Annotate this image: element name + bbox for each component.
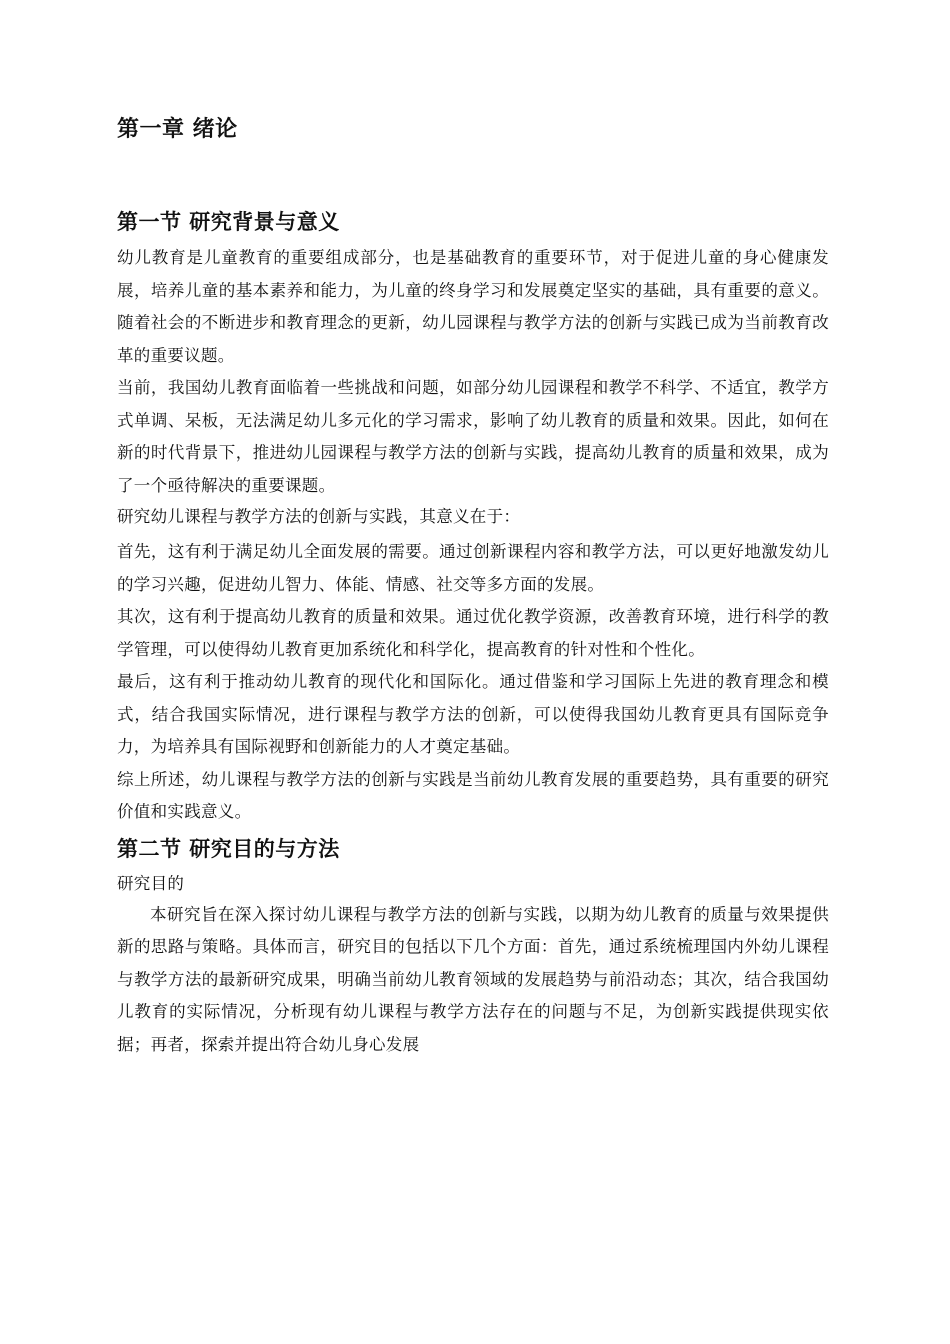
section-2-subheading: 研究目的 [117, 873, 185, 893]
section-1-title: 第一节 研究背景与意义 [117, 210, 340, 234]
chapter-title: 第一章 绪论 [117, 117, 238, 142]
section-1-paragraph-2: 当前，我国幼儿教育面临着一些挑战和问题，如部分幼儿园课程和教学不科学、不适宜，教学方式单调、呆板，无法满足幼儿多元化的学习需求，影响了幼儿教育的质量和效果。因此，如何在新的时代背景下，推进幼儿园课程与教学方法的创新与实践，提高幼儿教育的质量和效果，成为了一个亟待解决的重要课题。 [117, 378, 829, 495]
section-1-paragraph-6: 最后，这有利于推动幼儿教育的现代化和国际化。通过借鉴和学习国际上先进的教育理念和模式，结合我国实际情况，进行课程与教学方法的创新，可以使得我国幼儿教育更具有国际竞争力，为培养具有国际视野和创新能力的人才奠定基础。 [117, 672, 829, 756]
section-1-paragraph-1: 幼儿教育是儿童教育的重要组成部分，也是基础教育的重要环节，对于促进儿童的身心健康发展，培养儿童的基本素养和能力，为儿童的终身学习和发展奠定坚实的基础，具有重要的意义。随着社会的不断进步和教育理念的更新，幼儿园课程与教学方法的创新与实践已成为当前教育改革的重要议题。 [117, 248, 829, 365]
page-content [117, 108, 829, 1061]
section-1-paragraph-4: 首先，这有利于满足幼儿全面发展的需要。通过创新课程内容和教学方法，可以更好地激发幼儿的学习兴趣，促进幼儿智力、体能、情感、社交等多方面的发展。 [117, 542, 829, 594]
section-2-paragraph: 本研究旨在深入探讨幼儿课程与教学方法的创新与实践，以期为幼儿教育的质量与效果提供新的思路与策略。具体而言，研究目的包括以下几个方面：首先，通过系统梳理国内外幼儿课程与教学方法的最新研究成果，明确当前幼儿教育领域的发展趋势与前沿动态；其次，结合我国幼儿教育的实际情况，分析现有幼儿课程与教学方法存在的问题与不足，为创新实践提供现实依据；再者，探索并提出符合幼儿身心发展 [117, 904, 829, 1054]
section-1-paragraph-7: 综上所述，幼儿课程与教学方法的创新与实践是当前幼儿教育发展的重要趋势，具有重要的研究价值和实践意义。 [117, 769, 829, 821]
section-1-paragraph-3: 研究幼儿课程与教学方法的创新与实践，其意义在于： [117, 507, 521, 526]
section-1-paragraph-5: 其次，这有利于提高幼儿教育的质量和效果。通过优化教学资源，改善教育环境，进行科学的教学管理，可以使得幼儿教育更加系统化和科学化，提高教育的针对性和个性化。 [117, 607, 829, 659]
section-2-title: 第二节 研究目的与方法 [117, 836, 340, 861]
